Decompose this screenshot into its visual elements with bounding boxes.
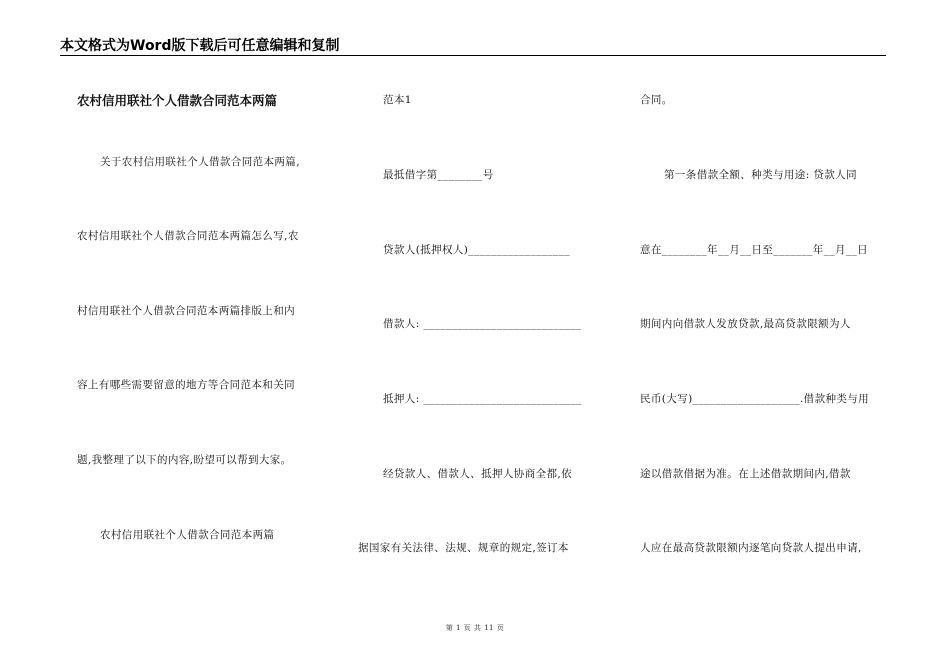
document-header: 本文格式为Word版下载后可任意编辑和复制 bbox=[60, 38, 340, 54]
body-line: 关于农村信用联社个人借款合同范本两篇, bbox=[100, 156, 300, 168]
section-heading: 农村信用联社个人借款合同范本两篇 bbox=[100, 529, 275, 541]
body-line: 意在________年__月__日至_______年__月__日 bbox=[640, 244, 869, 256]
body-line: 第一条借款全额、种类与用途: 贷款人同 bbox=[664, 169, 857, 181]
body-line: 人应在最高贷款限额内逐笔向贷款人提出申请, bbox=[640, 542, 862, 554]
body-line: 贷款人(抵押权人)__________________ bbox=[383, 244, 570, 256]
body-line: 期间内向借款人发放贷款,最高贷款限额为人 bbox=[640, 318, 851, 330]
body-line: 途以借款借据为准。在上述借款期间内,借款 bbox=[640, 468, 851, 480]
body-line: 据国家有关法律、法规、规章的规定,签订本 bbox=[358, 542, 569, 554]
body-line: 经贷款人、借款人、抵押人协商全都,依 bbox=[383, 468, 573, 480]
body-line: 借款人: ____________________________ bbox=[383, 318, 582, 330]
body-line: 抵押人: ____________________________ bbox=[383, 393, 582, 405]
document-title: 农村信用联社个人借款合同范本两篇 bbox=[77, 93, 278, 108]
body-line: 合同。 bbox=[640, 94, 673, 106]
page-number: 第 1 页 共 11 页 bbox=[445, 624, 505, 632]
body-line: 题,我整理了以下的内容,盼望可以帮到大家。 bbox=[77, 454, 292, 466]
body-line: 民币(大写)___________________.借款种类与用 bbox=[640, 393, 870, 405]
body-line: 容上有哪些需要留意的地方等合同范本和关同 bbox=[77, 379, 295, 391]
header-divider bbox=[60, 55, 886, 56]
body-line: 最抵借字第________号 bbox=[383, 169, 494, 181]
body-line: 农村信用联社个人借款合同范本两篇怎么写,农 bbox=[77, 230, 299, 242]
body-line: 村信用联社个人借款合同范本两篇排版上和内 bbox=[77, 305, 295, 317]
body-line: 范本1 bbox=[383, 94, 412, 106]
